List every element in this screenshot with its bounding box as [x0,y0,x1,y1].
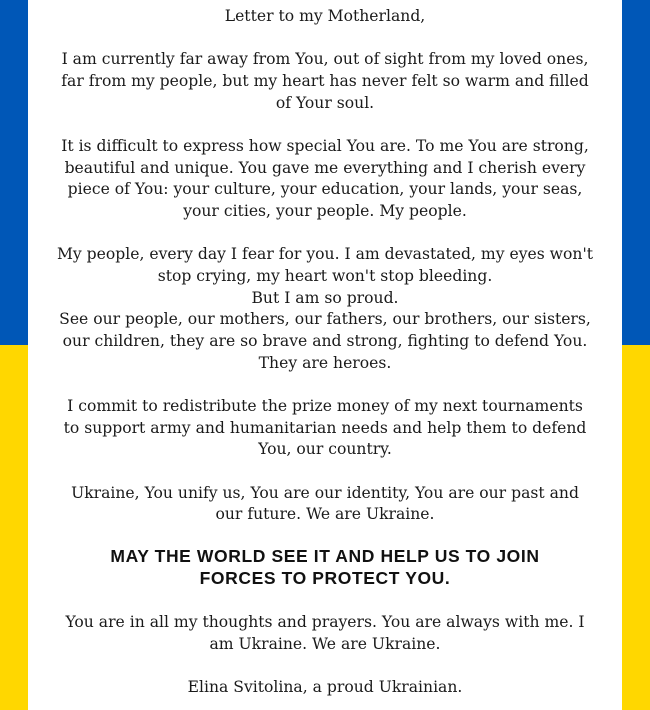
flag-stripe-left [0,0,28,710]
paragraph-line: of Your soul. [275,94,375,112]
paragraph-line: I commit to redistribute the prize money of my next tournaments [67,397,583,415]
paragraph-line: piece of You: your culture, your education, your lands, your seas, [67,180,583,198]
paragraph-line: our children, they are so brave and strong, fighting to defend You. [62,332,588,350]
paragraph-line: to support army and humanitarian needs and help them to defend [63,419,587,437]
letter-body [28,0,622,710]
paragraph-line: Ukraine, You unify us, You are our identity, You are our past and [71,484,579,502]
paragraph-line: stop crying, my heart won't stop bleeding. [157,267,493,285]
headline-line: MAY THE WORLD SEE IT AND HELP US TO JOIN [110,546,540,566]
flag-stripe-left-blue [0,0,28,345]
paragraph-line: your cities, your people. My people. [183,202,467,220]
flag-stripe-left-yellow [0,345,28,710]
paragraph-line: My people, every day I fear for you. I am devastated, my eyes won't [56,245,594,263]
headline-line: FORCES TO PROTECT YOU. [199,568,451,588]
paragraph-line: You are in all my thoughts and prayers. You are always with me. I [65,613,585,631]
flag-stripe-right [622,0,650,710]
paragraph-line: See our people, our mothers, our fathers, our brothers, our sisters, [59,310,591,328]
paragraph-line: far from my people, but my heart has never felt so warm and filled [61,72,589,90]
paragraph-line: beautiful and unique. You gave me everything and I cherish every [64,159,586,177]
paragraph-line: But I am so proud. [251,289,399,307]
paragraph-line: our future. We are Ukraine. [215,505,435,523]
paragraph-line: You, our country. [258,440,392,458]
flag-stripe-right-blue [622,0,650,345]
paragraph-line: I am currently far away from You, out of sight from my loved ones, [61,50,589,68]
letter-salutation: Letter to my Motherland, [224,7,426,25]
paragraph-line: am Ukraine. We are Ukraine. [209,635,441,653]
paragraph-line: They are heroes. [258,354,392,372]
paragraph-line: It is difficult to express how special You are. To me You are strong, [61,137,589,155]
signature: Elina Svitolina, a proud Ukrainian. [187,678,463,696]
flag-stripe-right-yellow [622,345,650,710]
